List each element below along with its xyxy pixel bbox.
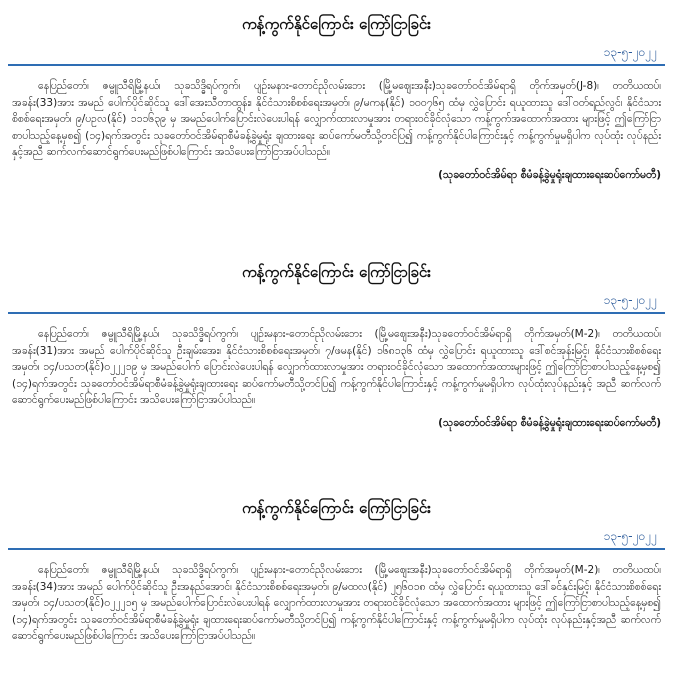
notice-divider — [8, 64, 665, 66]
notice-3 — [8, 498, 665, 645]
notice-date: ၁၃-၅-၂၀၂၂ — [603, 293, 657, 307]
notice-title: ကန့်ကွက်နိုင်ကြောင်း ကြော်ငြာခြင်း — [242, 263, 431, 281]
notice-divider — [8, 312, 665, 314]
notice-body: နေပြည်တော်၊ ဇမ္ဗူသီရိမြို့နယ်၊ သုခသိဒ္ဓိရပ်ကွက်၊ ပျဉ်းမနား-တောင်ညိုလမ်းဘေး (မြို့မဈေးအနီး)သုခတော်ဝင်အိမ်ရာရှိ တိုက်အမှတ်(M-2)၊ တတိယထပ်၊ အခန်း(31)အား အမည် ပေါက်ပိုင်ဆိုင်သူ ဦးချမ်းအေး၊ နိုင်ငံသားစိစစ်ရေးအမှတ်၊ ၇/ဖမန(နိုင်) ၁၆၈၁၃၆ ထံမှ လွှဲပြောင်း ရယူထားသူ ဒေါ်စင်အုန်းမြင့်၊ နိုင်ငံသားစိစစ်ရေးအမှတ်၊ ၁၄/ပသတ(နိုင်)၀၂၂၂၁၉ မှ အမည်ပေါက် ပြောင်းလဲပေးပါရန် လျှောက်ထားလာမှုအား တရားဝင်ခိုင်လုံသော အထောက်အထားများဖြင့် ဤကြော်ငြာစာပါသည့်နေ့မှစ၍ (၁၄)ရက်အတွင်း သုခတော်ဝင်အိမ်ရာစီမံခန့်ခွဲမှုရုံးချထားရေး ဆပ်ကော်မတီသို့တင်ပြ၍ ကန့်ကွက်နိုင်ပါကြောင်းနှင့် ကန့်ကွက်မှုမရှိပါက လုပ်ထုံးလုပ်နည်းနှင့် အညီ ဆက်လက်ဆောင်ရွက်ပေးမည်ဖြစ်ပါကြောင်း အသိပေးကြော်ငြာအပ်ပါသည်။ — [12, 328, 661, 406]
notice-date: ၁၃-၅-၂၀၂၂ — [603, 529, 657, 543]
notice-body: နေပြည်တော်၊ ဇမ္ဗူသီရိမြို့နယ်၊ သုခသိဒ္ဓိရပ်ကွက်၊ ပျဉ်းမနား-တောင်ညိုလမ်းဘေး (မြို့မဈေးအနီး)သုခတော်ဝင်အိမ်ရာရှိ တိုက်အမှတ်(J-8)၊ တတိယထပ်၊ အခန်း(33)အား အမည် ပေါက်ပိုင်ဆိုင်သူ ဒေါ်အေးသီတာထွန်း၊ နိုင်ငံသားစိစစ်ရေးအမှတ်၊ ၉/မကန(နိုင်) ၁၀၀၇၆၅ ထံမှ လွှဲပြောင်း ရယူထားသူ ဒေါ်ဝတ်ရည်လွင်၊ နိုင်ငံသားစိစစ်ရေးအမှတ်၊ ၉/ပဥလ(နိုင်) ၁၁၁၆၃၉ မှ အမည်ပေါက်ပြောင်းလဲပေးပါရန် လျှောက်ထားလာမှုအား တရားဝင်ခိုင်လုံသော ကန့်ကွက်အထောက်အထား များဖြင့် ဤကြော်ငြာစာပါသည့်နေ့မှစ၍ (၁၄)ရက်အတွင်း သုခတော်ဝင်အိမ်ရာစီမံခန့်ခွဲမှုရုံး ချထားရေး ဆပ်ကော်မတီသို့တင်ပြ၍ ကန့်ကွက်နိုင်ပါကြောင်းနှင့် ကန့်ကွက်မှုမရှိပါက လုပ်ထုံး လုပ်နည်းနှင့်အညီ ဆက်လက်ဆောင်ရွက်ပေးမည်ဖြစ်ပါကြောင်း အသိပေးကြော်ငြာအပ်ပါသည်။ — [12, 80, 661, 158]
notice-1 — [8, 14, 665, 183]
notice-signature: (သုခတော်ဝင်အိမ်ရာ စီမံခန့်ခွဲမှုရုံးချထားရေးဆပ်ကော်မတီ) — [438, 416, 661, 429]
notice-title: ကန့်ကွက်နိုင်ကြောင်း ကြော်ငြာခြင်း — [242, 15, 431, 33]
notice-signature: (သုခတော်ဝင်အိမ်ရာ စီမံခန့်ခွဲမှုရုံးချထားရေးဆပ်ကော်မတီ) — [438, 168, 661, 181]
notice-title: ကန့်ကွက်နိုင်ကြောင်း ကြော်ငြာခြင်း — [242, 499, 431, 517]
notice-body: နေပြည်တော်၊ ဇမ္ဗူသီရိမြို့နယ်၊ သုခသိဒ္ဓိရပ်ကွက်၊ ပျဉ်းမနား-တောင်ညိုလမ်းဘေး (မြို့မဈေးအနီး)သုခတော်ဝင်အိမ်ရာရှိ တိုက်အမှတ်(M-2)၊ တတိယထပ်၊ အခန်း(34)အား အမည် ပေါက်ပိုင်ဆိုင်သူ ဦးအနည်အောင်၊ နိုင်ငံသားစိစစ်ရေးအမှတ်၊ ၉/မထလ(နိုင်) ၂၅၆၀၁၈ ထံမှ လွှဲပြောင်း ရယူထားသူ ဒေါ်ခင်နှင်းမြင့်၊ နိုင်ငံသားစိစစ်ရေးအမှတ်၊ ၁၄/ပသတ(နိုင်)၀၂၂၂၁၅ မှ အမည်ပေါက်ပြောင်းလဲပေးပါရန် လျှောက်ထားလာမှုအား တရားဝင်ခိုင်လုံသော အထောက်အထား များဖြင့် ဤကြော်ငြာစာပါသည့်နေ့မှစ၍ (၁၄)ရက်အတွင်း သုခတော်ဝင်အိမ်ရာစီမံခန့်ခွဲမှုရုံး ချထားရေးဆပ်ကော်မတီသို့တင်ပြ၍ ကန့်ကွက်နိုင်ပါကြောင်းနှင့် ကန့်ကွက်မှုမရှိပါက လုပ်ထုံး လုပ်နည်းနှင့်အညီ ဆက်လက်ဆောင်ရွက်ပေးမည်ဖြစ်ပါကြောင်း အသိပေးကြော်ငြာအပ်ပါသည်။ — [12, 564, 661, 642]
notice-date: ၁၃-၅-၂၀၂၂ — [603, 45, 657, 59]
notice-divider — [8, 548, 665, 550]
notice-2 — [8, 262, 665, 431]
